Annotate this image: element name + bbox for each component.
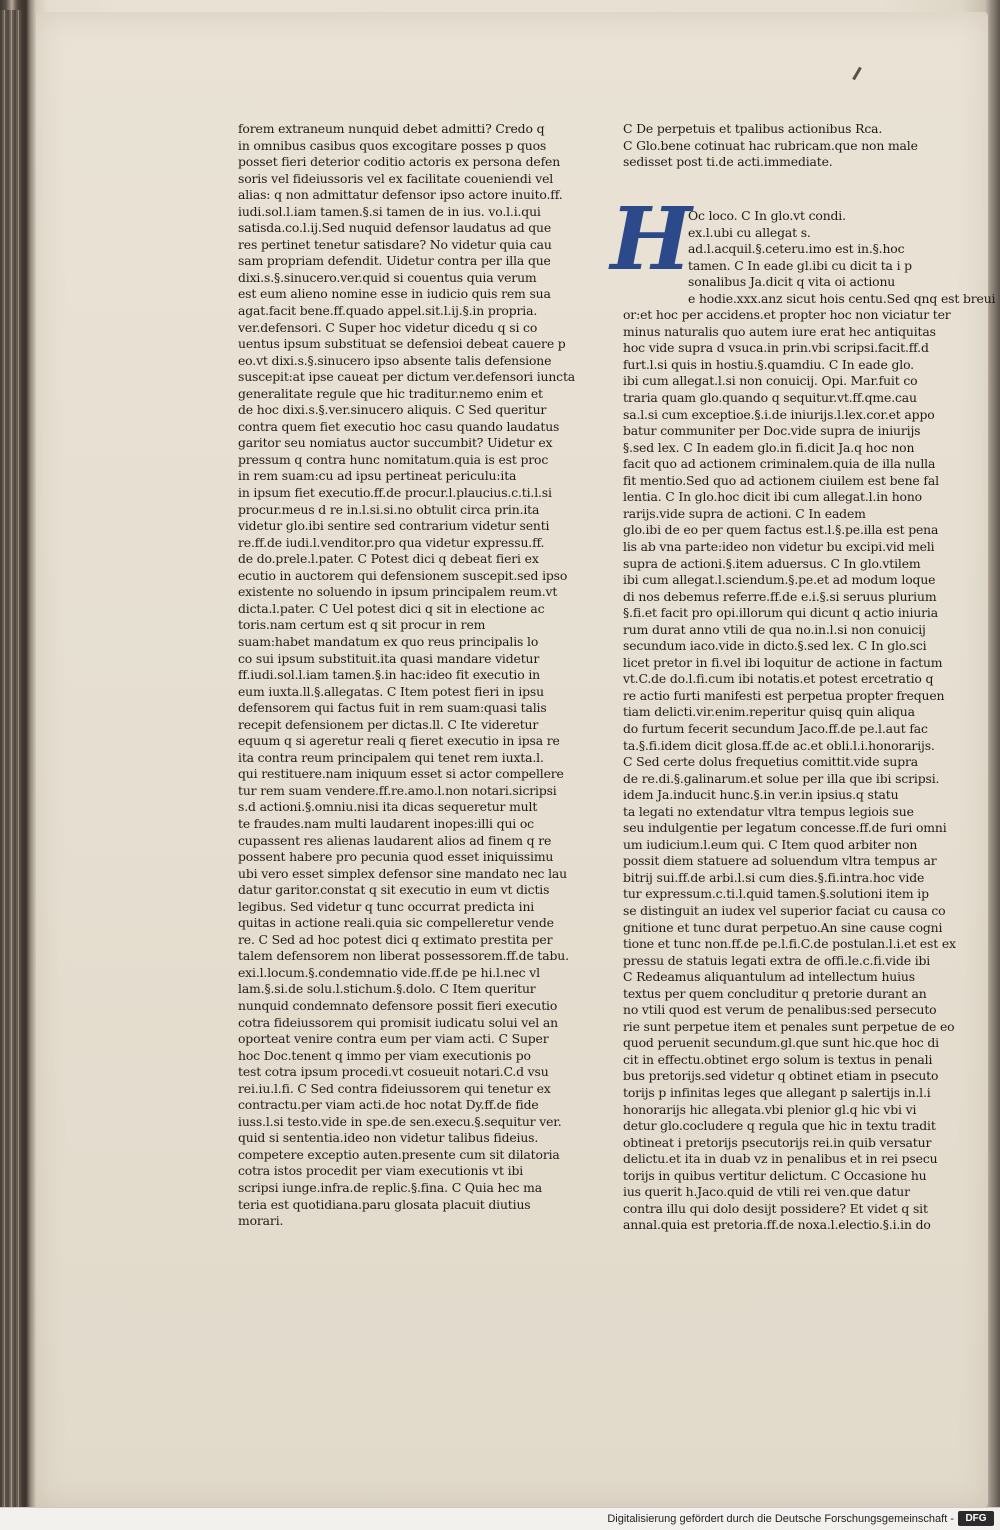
text-line: textus per quem concluditur q pretorie durant an — [623, 985, 927, 1001]
text-line: facit quo ad actionem criminalem.quia de illa nulla — [623, 456, 936, 472]
text-line: de hoc dixi.s.§.ver.sinucero aliquis. C Sed queritur — [238, 402, 547, 418]
text-line: nunquid condemnato defensore possit fieri executio — [238, 997, 558, 1013]
text-line: sam propriam defendit. Uidetur contra per illa que — [238, 253, 551, 269]
text-line: ver.defensori. C Super hoc videtur dicedu q si co — [238, 319, 538, 335]
text-line: suam:habet mandatum ex quo reus principalis lo — [238, 633, 539, 649]
text-line: soris vel fideiussoris vel ex facilitate coueniendi vel — [238, 170, 554, 186]
text-line: bus pretorijs.sed videtur q obtinet etiam in psecuto — [623, 1068, 939, 1084]
text-line: suscepit:at ipse caueat per dictum ver.defensori iuncta — [238, 369, 576, 385]
text-line: lentia. C In glo.hoc dicit ibi cum allegat.l.in hono — [623, 489, 922, 505]
text-line: existente no soluendo in ipsum principalem reum.vt — [238, 584, 558, 600]
text-line: legibus. Sed videtur q tunc occurrat predicta ini — [238, 898, 535, 914]
text-line: detur glo.cocludere q regula que hic in textu tradit — [623, 1118, 936, 1134]
text-line: procur.meus d re in.l.si.si.no obtulit circa prin.ita — [238, 501, 540, 517]
text-line: rarijs.vide supra de actioni. C In eadem — [623, 505, 866, 521]
text-line: cotra istos procedit per viam executionis vt ibi — [238, 1163, 524, 1179]
text-line: vt.C.de do.l.fi.cum ibi notatis.et potest ercetratio q — [623, 671, 934, 687]
text-line: se distinguit an iudex vel superior faciat cu causa co — [623, 902, 946, 918]
text-line: rie sunt perpetue item et penales sunt perpetue de eo — [623, 1018, 955, 1034]
text-line: cit in effectu.obtinet ergo solum is textus in penali — [623, 1051, 933, 1067]
text-line: quitas in actione reali.quia sic compelleretur vende — [238, 915, 554, 931]
text-line: glo.ibi de eo per quem factus est.l.§.pe.illa est pena — [623, 522, 939, 538]
text-line: annal.quia est pretoria.ff.de noxa.l.electio.§.i.in do — [623, 1217, 931, 1233]
text-line: scripsi iunge.infra.de replic.§.fina. C Quia hec ma — [238, 1180, 542, 1195]
text-line: tamen. C In eade gl.ibi cu dicit ta i p — [688, 257, 912, 273]
text-line: hoc Doc.tenent q immo per viam executionis po — [238, 1047, 531, 1063]
text-line: iuss.l.si testo.vide in spe.de sen.execu.§.sequitur ver. — [238, 1113, 562, 1129]
text-line: tur rem suam vendere.ff.re.amo.l.non notari.sicripsi — [238, 782, 557, 798]
text-line: oporteat venire contra eum per viam acti. C Super — [238, 1031, 549, 1047]
text-line: torijs in quibus vertitur delictum. C Occasione hu — [623, 1167, 927, 1183]
text-line: ius querit h.Jaco.quid de vtili rei ven.que datur — [623, 1184, 910, 1200]
text-line: talem defensorem non liberat possessorem.ff.de tabu. — [238, 948, 569, 964]
text-line: recepit defensionem per dictas.ll. C Ite videretur — [238, 716, 539, 732]
text-line: ta legati no extendatur vltra tempus legiois sue — [623, 803, 914, 819]
footer-credit: Digitalisierung gefördert durch die Deutsche Forschungsgemeinschaft - — [607, 1513, 954, 1525]
text-line: alias: q non admittatur defensor ipso actore inuito.ff. — [238, 187, 563, 203]
text-line: e hodie.xxx.anz sicut hois centu.Sed qnq est breui — [688, 290, 996, 306]
text-line: competere exceptio auten.presente cum sit dilatoria — [238, 1146, 560, 1162]
text-line: licet pretor in fi.vel ibi loquitur de actione in factum — [623, 654, 943, 670]
text-line: contra illu qui dolo desijt possidere? Et videt q sit — [623, 1200, 928, 1216]
text-line: sonalibus Ja.dicit q vita oi actionu — [688, 274, 896, 290]
text-line: furt.l.si quis in hostiu.§.quamdiu. C In eade glo. — [623, 356, 914, 372]
text-line: est eum alieno nomine esse in iudicio quis rem sua — [238, 286, 551, 302]
text-line: supra de actioni.§.item aduersus. C In glo.vtilem — [623, 555, 921, 571]
text-line: dicta.l.pater. C Uel potest dici q sit in electione ac — [238, 600, 545, 616]
text-line: lam.§.si.de solu.l.stichum.§.dolo. C Item queritur — [238, 981, 536, 997]
text-line: honorarijs hic allegata.vbi plenior gl.q hic vbi vi — [623, 1101, 917, 1117]
text-line: contra quem fiet executio hoc casu quando laudatus — [238, 418, 560, 434]
text-line: quid si sententia.ideo non videtur talibus fideius. — [238, 1130, 539, 1146]
text-line: toris.nam certum est q sit procur in rem — [238, 617, 486, 633]
text-line: §.sed lex. C In eadem glo.in fi.dicit Ja.q hoc non — [623, 439, 915, 455]
text-line: no vtili quod est verum de penalibus:sed persecuto — [623, 1002, 937, 1018]
text-line: re. C Sed ad hoc potest dici q extimato prestita per — [238, 931, 553, 947]
text-line: C Glo.bene cotinuat hac rubricam.que non male — [623, 137, 918, 153]
text-line: s.d actioni.§.omniu.nisi ita dicas sequeretur mult — [238, 799, 538, 815]
initial-letter: H — [610, 189, 692, 290]
right-text-column — [623, 307, 956, 1234]
text-line: tione et tunc non.ff.de pe.l.fi.C.de postulan.l.i.et est ex — [623, 936, 956, 952]
text-line: sedisset post ti.de acti.immediate. — [623, 154, 833, 170]
text-line: ita contra reum principalem qui tenet rem iuxta.l. — [238, 749, 544, 765]
text-line: videtur glo.ibi sentire sed contrarium videtur senti — [238, 518, 550, 534]
text-line: res pertinet tenetur satisdare? No videtur quia cau — [238, 236, 552, 252]
text-line: or:et hoc per accidens.et propter hoc non viciatur ter — [623, 307, 951, 323]
text-line: tiam delicti.vir.enim.reperitur quisq quin aliqua — [623, 704, 915, 720]
book-fore-edge — [0, 10, 22, 1510]
text-line: te fraudes.nam multi laudarent inopes:illi qui oc — [238, 815, 534, 831]
text-line: dixi.s.§.sinucero.ver.quid si couentus quia verum — [238, 269, 537, 285]
text-line: eum iuxta.ll.§.allegatas. C Item potest fieri in ipsu — [238, 683, 544, 699]
text-line: do furtum fecerit secundum Jaco.ff.de pe.l.aut fac — [623, 720, 928, 736]
text-line: rum durat anno vtili de qua no.in.l.si non conuicij — [623, 621, 926, 637]
text-line: ta.§.fi.idem dicit glosa.ff.de ac.et obli.l.i.honorarijs. — [623, 737, 935, 753]
text-line: um iudicium.l.eum qui. C Item quod arbiter non — [623, 836, 918, 852]
text-line: satisda.co.l.ij.Sed nuquid defensor laudatus ad que — [238, 220, 552, 236]
text-line: in ipsum fiet executio.ff.de procur.l.plaucius.c.ti.l.si — [238, 485, 552, 501]
text-line: posset fieri deterior coditio actoris ex persona defen — [238, 154, 561, 170]
text-line: cupassent res alienas laudarent alios ad finem q re — [238, 832, 552, 848]
text-line: ex.l.ubi cu allegat s. — [688, 224, 811, 240]
text-line: possit diem statuere ad soluendum vltra tempus ar — [623, 853, 937, 869]
text-line: co sui ipsum substituit.ita quasi mandare videtur — [238, 650, 540, 666]
text-line: forem extraneum nunquid debet admitti? Credo q — [238, 121, 545, 136]
text-line: Oc loco. C In glo.vt condi. — [688, 208, 846, 223]
text-line: exi.l.locum.§.condemnatio vide.ff.de pe hi.l.nec vl — [238, 964, 540, 980]
text-line: ibi cum allegat.l.si non conuicij. Opi. Mar.fuit co — [623, 373, 918, 389]
text-line: bitrij sui.ff.de arbi.l.si cum dies.§.fi.intra.hoc vide — [623, 869, 925, 885]
text-line: ubi vero esset simplex defensor sine mandato nec lau — [238, 865, 567, 881]
text-line: qui restituere.nam iniquum esset si actor compellere — [238, 766, 564, 782]
text-line: agat.facit bene.ff.quado appel.sit.l.ij.§.in propria. — [238, 303, 538, 319]
left-text-column — [238, 121, 576, 1230]
text-line: di nos debemus referre.ff.de e.i.§.si seruus plurium — [623, 588, 937, 604]
text-line: contractu.per viam acti.de hoc notat Dy.ff.de fide — [238, 1097, 539, 1113]
text-line: ad.l.acquil.§.ceteru.imo est in.§.hoc — [688, 241, 905, 257]
text-line: ecutio in auctorem qui defensionem suscepit.sed ipso — [238, 567, 568, 583]
text-line: de do.prele.l.pater. C Potest dici q debeat fieri ex — [238, 551, 539, 567]
text-line: idem Ja.inducit hunc.§.in ver.in ipsius.q statu — [623, 787, 899, 803]
text-line: §.fi.et facit pro opi.illorum qui dicunt q actio iniuria — [623, 605, 938, 621]
text-line: de re.di.§.galinarum.et solue per illa que ibi scripsi. — [623, 770, 940, 786]
text-line: traria quam glo.quando q sequitur.vt.ff.qme.cau — [623, 390, 917, 406]
text-line: pressu de statuis legati extra de offi.le.c.fi.vide ibi — [623, 952, 931, 968]
text-line: pressum q contra hunc nomitatum.quia is est proc — [238, 451, 549, 467]
text-line: C De perpetuis et tpalibus actionibus Rca. — [623, 121, 883, 136]
text-line: eo.vt dixi.s.§.sinucero ipso absente talis defensione — [238, 352, 552, 368]
decorated-initial — [610, 189, 692, 290]
text-line: minus naturalis quo autem iure erat hec antiquitas — [623, 323, 936, 339]
text-line: ff.iudi.sol.l.iam tamen.§.in hac:ideo fit executio in — [238, 667, 540, 683]
text-line: defensorem qui factus fuit in rem suam:quasi talis — [238, 700, 547, 716]
text-line: sa.l.si cum exceptioe.§.i.de iniurijs.l.lex.cor.et appo — [623, 406, 935, 422]
text-line: garitor seu nomiatus auctor succumbit? Uidetur ex — [238, 435, 553, 451]
text-line: C Redeamus aliquantulum ad intellectum huius — [623, 969, 915, 985]
text-line: equum q si ageretur reali q fieret executio in ipsa re — [238, 733, 560, 749]
text-line: torijs p infinitas leges que allegant p salertijs in.l.i — [623, 1085, 931, 1100]
text-line: morari. — [238, 1213, 284, 1229]
text-line: iudi.sol.l.iam tamen.§.si tamen de in ius. vo.l.i.qui — [238, 203, 541, 219]
text-line: ibi cum allegat.l.sciendum.§.pe.et ad modum loque — [623, 572, 936, 588]
text-line: lis ab vna parte:ideo non videtur bu excipi.vid meli — [623, 538, 935, 554]
text-line: seu indulgentie per legatum concesse.ff.de furi omni — [623, 820, 947, 836]
text-line: quod peruenit secundum.gl.que sunt hic.que hoc di — [623, 1035, 939, 1051]
text-line: cotra fideiussorem qui promisit iudicatu solui vel an — [238, 1014, 558, 1030]
text-line: re.ff.de iudi.l.venditor.pro qua videtur expressu.ff. — [238, 534, 545, 550]
text-line: gnitione et tunc durat perpetuo.An sine cause cogni — [623, 919, 943, 935]
text-line: tur expressum.c.ti.l.quid tamen.§.solutioni item ip — [623, 886, 929, 902]
text-line: delictu.et ita in duab vz in penalibus et in rei psecu — [623, 1151, 938, 1167]
text-line: obtineat i pretorijs psecutorijs rei.in quib versatur — [623, 1134, 932, 1150]
text-line: test cotra ipsum procedi.vt cosueuit notari.C.d vsu — [238, 1064, 549, 1080]
text-line: uentus ipsum substituat se defensioi debeat cauere p — [238, 336, 566, 352]
text-line: in omnibus casibus quos excogitare posses p quos — [238, 137, 547, 153]
text-line: teria est quotidiana.paru glosata placuit diutius — [238, 1196, 531, 1212]
text-line: hoc vide supra d vsuca.in prin.vbi scripsi.facit.ff.d — [623, 340, 929, 356]
text-line: fit mentio.Sed quo ad actionem ciuilem est bene fal — [623, 472, 939, 488]
text-line: C Sed certe dolus frequetius comittit.vide supra — [623, 754, 918, 770]
text-line: possent habere pro pecunia quod esset iniquissimu — [238, 849, 554, 865]
text-line: re actio furti manifesti est perpetua propter frequen — [623, 687, 945, 703]
text-line: secundum iaco.vide in dicto.§.sed lex. C In glo.sci — [623, 638, 927, 654]
text-line: in rem suam:cu ad ipsu pertineat periculu:ita — [238, 468, 517, 484]
text-line: rei.iu.l.fi. C Sed contra fideiussorem qui tenetur ex — [238, 1080, 551, 1096]
right-column-indented-text — [688, 208, 996, 307]
text-line: batur communiter per Doc.vide supra de iniurijs — [623, 423, 921, 439]
dfg-logo: DFG — [958, 1511, 994, 1526]
text-line: datur garitor.constat q sit executio in eum vt dictis — [238, 882, 550, 898]
right-column-heading — [623, 121, 941, 171]
text-line: generalitate regule que hic traditur.nemo enim et — [238, 385, 543, 401]
